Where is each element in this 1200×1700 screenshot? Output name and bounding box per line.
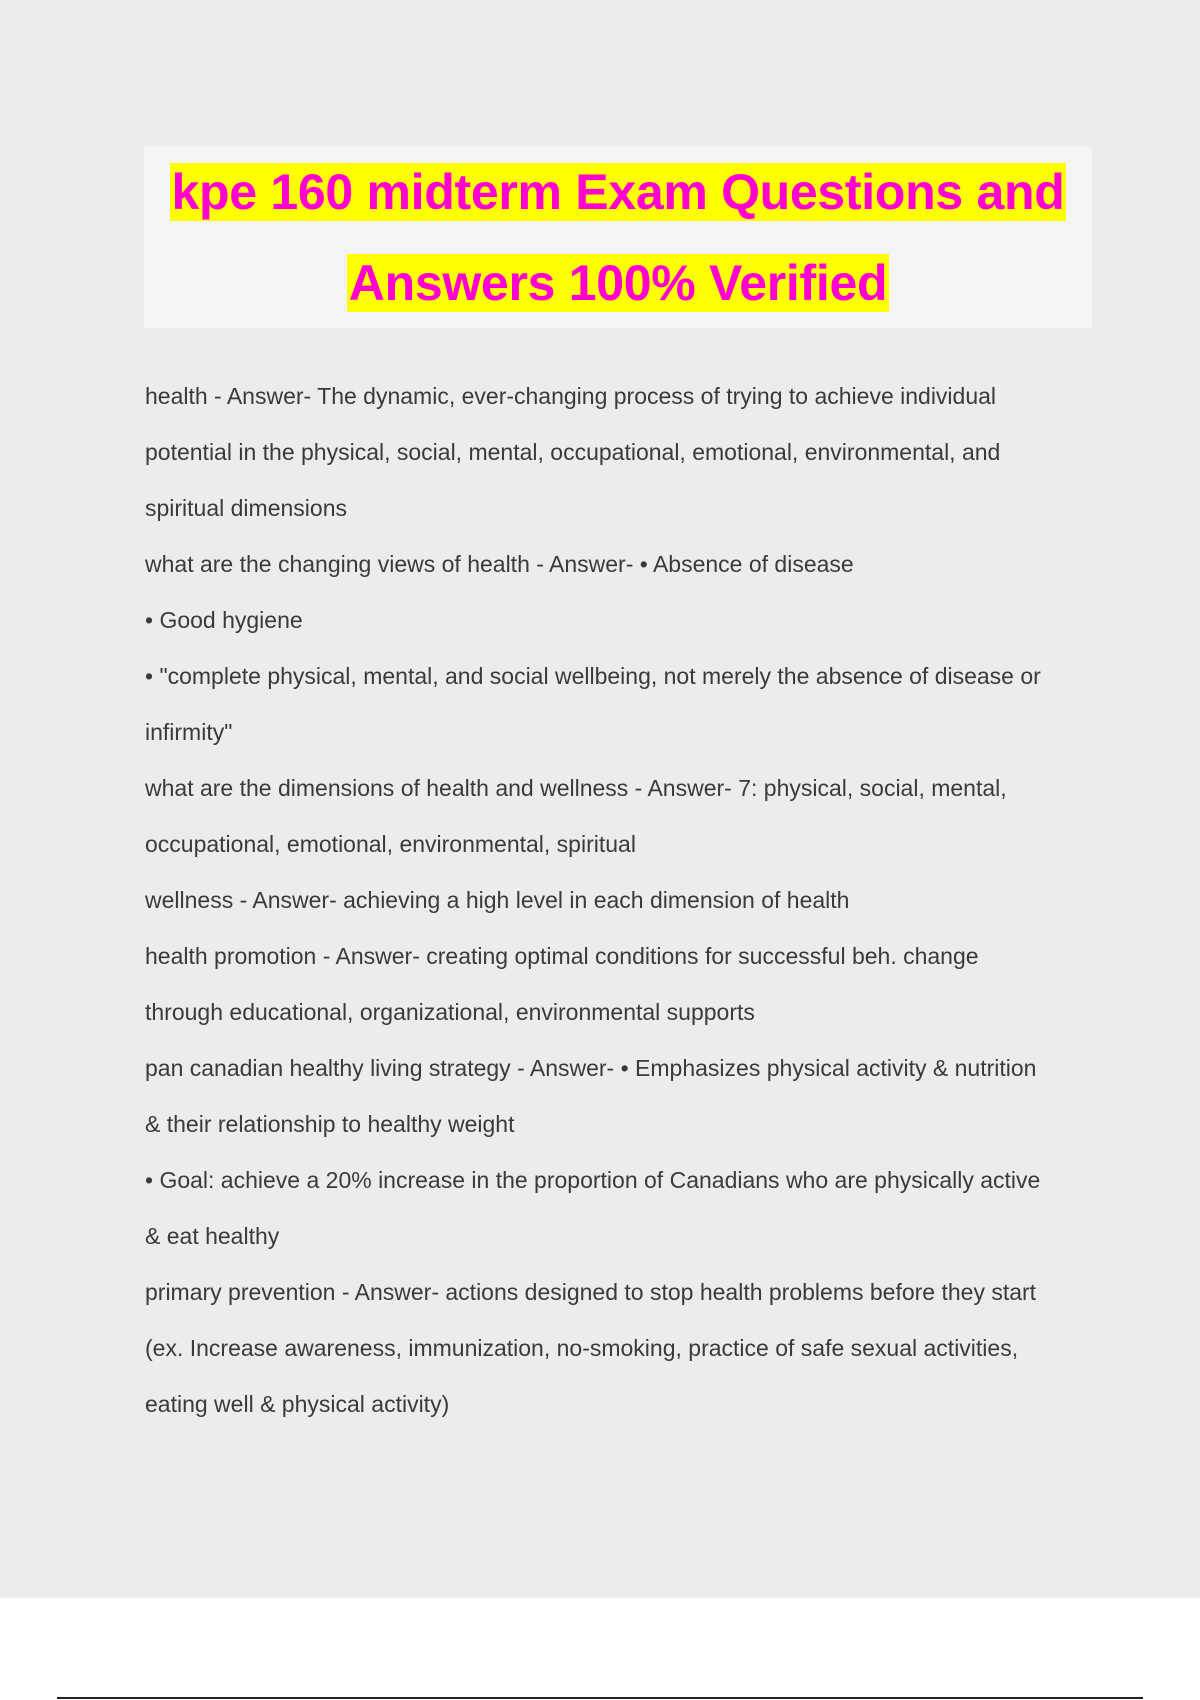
body-line: & eat healthy <box>145 1223 280 1249</box>
body-line: health promotion - Answer- creating optimal conditions for successful beh. change <box>145 943 979 969</box>
title-block <box>144 146 1092 328</box>
body-line: • "complete physical, mental, and social wellbeing, not merely the absence of disease or <box>145 663 1041 689</box>
body-line: pan canadian healthy living strategy - Answer- • Emphasizes physical activity & nutrition <box>145 1055 1037 1081</box>
document-title-line-1: kpe 160 midterm Exam Questions and <box>171 163 1065 220</box>
body-line: wellness - Answer- achieving a high level in each dimension of health <box>145 887 850 913</box>
body-line: what are the changing views of health - Answer- • Absence of disease <box>145 551 854 577</box>
body-line: (ex. Increase awareness, immunization, no-smoking, practice of safe sexual activities, <box>145 1335 1019 1361</box>
body-line: infirmity" <box>145 719 233 745</box>
body-line: & their relationship to healthy weight <box>145 1111 515 1137</box>
body-line: potential in the physical, social, mental, occupational, emotional, environmental, and <box>145 439 1001 465</box>
document-body <box>145 368 1095 1432</box>
page-divider <box>57 1697 1143 1699</box>
body-line: occupational, emotional, environmental, spiritual <box>145 831 636 857</box>
body-line: • Goal: achieve a 20% increase in the proportion of Canadians who are physically active <box>145 1167 1041 1193</box>
body-line: • Good hygiene <box>145 607 303 633</box>
body-line: primary prevention - Answer- actions designed to stop health problems before they start <box>145 1279 1037 1305</box>
body-line: health - Answer- The dynamic, ever-changing process of trying to achieve individual <box>145 383 997 409</box>
body-line: spiritual dimensions <box>145 495 347 521</box>
body-line: what are the dimensions of health and wellness - Answer- 7: physical, social, mental, <box>145 775 1007 801</box>
document-title-line-2: Answers 100% Verified <box>348 254 888 311</box>
body-line: eating well & physical activity) <box>145 1391 450 1417</box>
body-line: through educational, organizational, environmental supports <box>145 999 755 1025</box>
